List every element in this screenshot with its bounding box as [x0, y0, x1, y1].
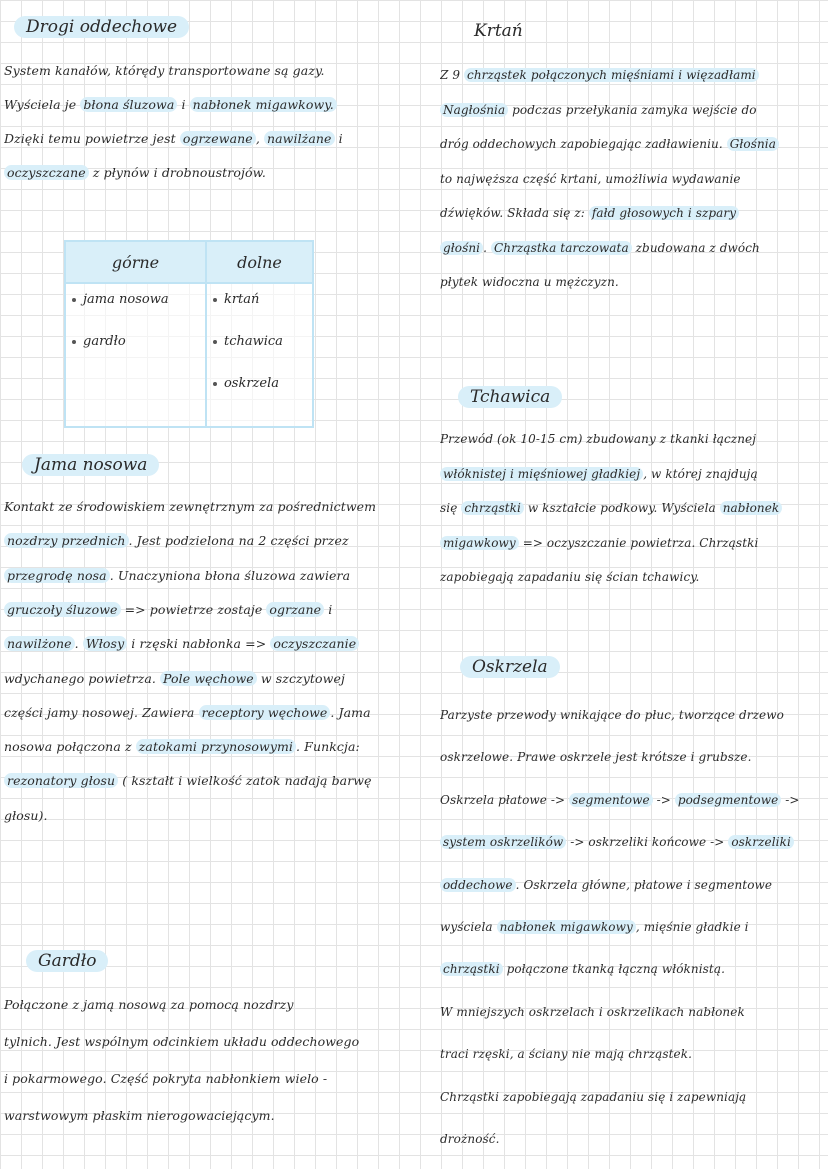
text-segment: się [440, 501, 462, 515]
text-line [4, 164, 266, 182]
text-line [440, 706, 784, 724]
highlighted-term: oddechowe [440, 878, 516, 892]
text-segment: wyściela [440, 920, 497, 934]
text-line [4, 498, 376, 516]
text-line [440, 1130, 500, 1148]
highlighted-term: nabłonek migawkowy. [190, 97, 337, 112]
list-item: jama nosowa [72, 292, 199, 334]
airways-table [64, 240, 314, 428]
text-line [4, 532, 349, 550]
text-segment: zbudowana z dwóch [631, 240, 760, 255]
highlighted-term: chrząstki [440, 962, 503, 976]
text-segment: . Jama [330, 704, 371, 720]
text-segment: drożność. [440, 1132, 500, 1146]
text-segment: i [177, 97, 190, 112]
text-segment: płytek widoczna u mężczyzn. [440, 275, 619, 289]
text-segment: -> oskrzeliki końcowe -> [566, 835, 729, 850]
highlighted-term: chrząstek połączonych mięśniami i więzadłami [464, 68, 759, 82]
text-line [440, 66, 759, 84]
text-segment: i [334, 131, 343, 146]
text-line [4, 62, 325, 80]
highlighted-term: Chrząstka tarczowata [491, 241, 632, 255]
highlighted-term: przegrodę nosa [4, 568, 110, 583]
bullet-icon [72, 298, 76, 302]
text-line [440, 465, 758, 483]
text-segment: wdychanego powietrza. [4, 670, 161, 686]
text-line [440, 430, 756, 448]
list-item: krtań [213, 292, 306, 334]
highlighted-term: ogrzane [266, 602, 324, 617]
text-segment: oskrzelowe. Prawe oskrzele jest krótsze i grubsze. [440, 750, 752, 765]
text-segment: , w której znajdują [643, 466, 758, 481]
highlighted-term: nabłonek [720, 501, 783, 515]
text-segment: . [483, 240, 491, 255]
text-segment: Połączone z jamą nosową za pomocą nozdrzy [4, 997, 294, 1012]
text-segment: tylnich. Jest wspólnym odcinkiem układu oddechowego [4, 1034, 360, 1049]
text-line [4, 670, 345, 688]
text-line [4, 1107, 275, 1125]
lower-airways-cell [206, 283, 313, 427]
highlighted-term: błona śluzowa [80, 97, 177, 112]
text-segment: Przewód (ok 10-15 cm) zbudowany z tkanki łącznej [440, 432, 757, 446]
text-line [4, 130, 343, 148]
highlighted-term: fałd głosowych i szpary [589, 206, 739, 220]
text-line [440, 499, 782, 517]
text-line [440, 170, 741, 188]
text-line [4, 1070, 327, 1088]
text-segment: ( kształt i wielkość zatok nadają barwę [118, 773, 372, 789]
text-segment: głosu). [4, 807, 48, 823]
highlighted-term: migawkowy [440, 536, 519, 550]
highlighted-term: receptory węchowe [199, 705, 331, 720]
highlighted-term: nozdrzy przednich [4, 533, 129, 548]
text-line [440, 534, 758, 552]
text-line [4, 601, 332, 619]
highlighted-term: Głośnia [727, 137, 779, 151]
text-segment: warstwowym płaskim nierogowaciejącym. [4, 1108, 275, 1123]
text-segment: to najwęższa część krtani, umożliwia wydawanie [440, 171, 741, 186]
text-segment: Kontakt ze środowiskiem zewnętrznym za pośrednictwem [4, 499, 377, 514]
text-segment: . Funkcja: [296, 739, 360, 755]
text-line [4, 567, 350, 585]
highlighted-term: głośni [440, 241, 483, 255]
text-line [440, 791, 800, 809]
text-segment: Wyściela je [4, 97, 81, 112]
highlighted-term: chrząstki [461, 501, 524, 515]
list-item: gardło [72, 334, 199, 376]
heading-gardlo: Gardło [26, 950, 108, 972]
heading-drogi-oddechowe: Drogi oddechowe [14, 16, 189, 38]
text-segment: zapobiegają zapadaniu się ścian tchawicy. [440, 570, 700, 584]
text-segment: i [324, 601, 333, 617]
highlighted-term: system oskrzelików [440, 835, 566, 849]
text-line [440, 1045, 692, 1063]
text-segment: => powietrze zostaje [120, 601, 267, 617]
text-line [4, 807, 48, 825]
text-segment: W mniejszych oskrzelach i oskrzelikach nabłonek [440, 1004, 745, 1019]
highlighted-term: segmentowe [569, 793, 653, 807]
text-segment: podczas przełykania zamyka wejście do [508, 102, 757, 117]
text-segment: połączone tkanką łączną włóknistą. [502, 962, 726, 977]
text-segment: w kształcie podkowy. Wyściela [523, 501, 720, 515]
text-segment: Parzyste przewody wnikające do płuc, tworzące drzewo [440, 708, 784, 722]
highlighted-term: nawilżone [4, 636, 75, 651]
highlighted-term: Pole węchowe [160, 671, 257, 686]
text-line [440, 833, 794, 851]
list-item: oskrzela [213, 376, 306, 418]
text-segment: System kanałów, [4, 63, 116, 78]
highlighted-term: oczyszczanie [270, 636, 359, 651]
highlighted-term: Nagłośnia [440, 103, 508, 117]
text-line [4, 96, 337, 114]
highlighted-term: ogrzewane [180, 131, 256, 146]
text-segment: Z 9 [440, 68, 465, 82]
text-segment: , [255, 131, 264, 146]
text-segment: traci rzęski, a ściany nie mają chrząstek. [440, 1047, 693, 1062]
highlighted-term: rezonatory głosu [4, 773, 118, 788]
heading-oskrzela: Oskrzela [460, 656, 560, 678]
highlighted-term: nabłonek migawkowy [497, 920, 636, 934]
text-segment: -> [781, 792, 800, 807]
text-line [440, 568, 699, 586]
text-line [440, 960, 725, 978]
text-line [440, 918, 749, 936]
table-header-upper: górne [65, 241, 206, 283]
bullet-icon [72, 340, 76, 344]
text-line [4, 738, 360, 756]
text-line [440, 876, 772, 894]
text-line [4, 704, 371, 722]
list-item: tchawica [213, 334, 306, 376]
text-segment: -> [652, 792, 675, 807]
text-line [440, 204, 739, 222]
text-segment: , mięśnie gładkie i [635, 920, 749, 934]
text-segment: Oskrzela płatowe -> [440, 792, 570, 807]
highlighted-term: Włosy [83, 636, 127, 651]
text-line [440, 135, 779, 153]
heading-krtan: Krtań [474, 21, 523, 41]
highlighted-term: zatokami przynosowymi [136, 739, 296, 754]
upper-airways-cell [65, 283, 206, 427]
text-segment: w szczytowej [256, 670, 345, 686]
text-segment: i rzęski nabłonka => [127, 636, 271, 652]
bullet-icon [213, 340, 217, 344]
text-line [440, 1003, 745, 1021]
text-line [4, 635, 359, 653]
text-segment: => oczyszczanie powietrza. Chrząstki [518, 535, 759, 550]
bullet-icon [213, 382, 217, 386]
highlighted-term: podsegmentowe [675, 793, 781, 807]
text-segment: dźwięków. Składa się z: [440, 206, 589, 220]
highlighted-term: oskrzeliki [728, 835, 794, 849]
text-segment: Dzięki temu powietrze jest [4, 131, 180, 146]
heading-jama-nosowa: Jama nosowa [22, 454, 159, 476]
text-segment: z płynów i drobnoustrojów. [88, 165, 266, 180]
highlighted-term: nawilżane [264, 131, 335, 146]
highlighted-term: włóknistej i mięśniowej gładkiej [440, 467, 643, 481]
text-segment: nosowa połączona z [4, 739, 136, 755]
text-line [440, 1088, 746, 1106]
text-line [440, 748, 752, 766]
highlighted-term: oczyszczane [4, 165, 89, 180]
text-line [440, 273, 619, 291]
table-header-lower: dolne [206, 241, 313, 283]
text-segment: Chrząstki zapobiegają zapadaniu się i zapewniają [440, 1089, 747, 1104]
text-segment: . Unaczyniona błona śluzowa zawiera [109, 567, 351, 583]
text-segment: . Jest podzielona na 2 części przez [128, 533, 349, 549]
text-segment: którędy transportowane są gazy. [115, 63, 325, 78]
text-segment: . [74, 636, 83, 652]
heading-tchawica: Tchawica [458, 386, 562, 408]
text-segment: dróg oddechowych zapobiegając zadławieniu. [440, 137, 727, 151]
text-line [440, 101, 757, 119]
text-segment: i pokarmowego. Część pokryta nabłonkiem wielo - [4, 1071, 328, 1086]
bullet-icon [213, 298, 217, 302]
text-segment: . Oskrzela główne, płatowe i segmentowe [515, 877, 773, 892]
text-line [4, 1033, 359, 1051]
text-line [4, 772, 372, 790]
text-line [4, 996, 294, 1014]
text-line [440, 239, 760, 257]
text-segment: części jamy nosowej. Zawiera [4, 704, 199, 720]
highlighted-term: gruczoły śluzowe [4, 602, 121, 617]
